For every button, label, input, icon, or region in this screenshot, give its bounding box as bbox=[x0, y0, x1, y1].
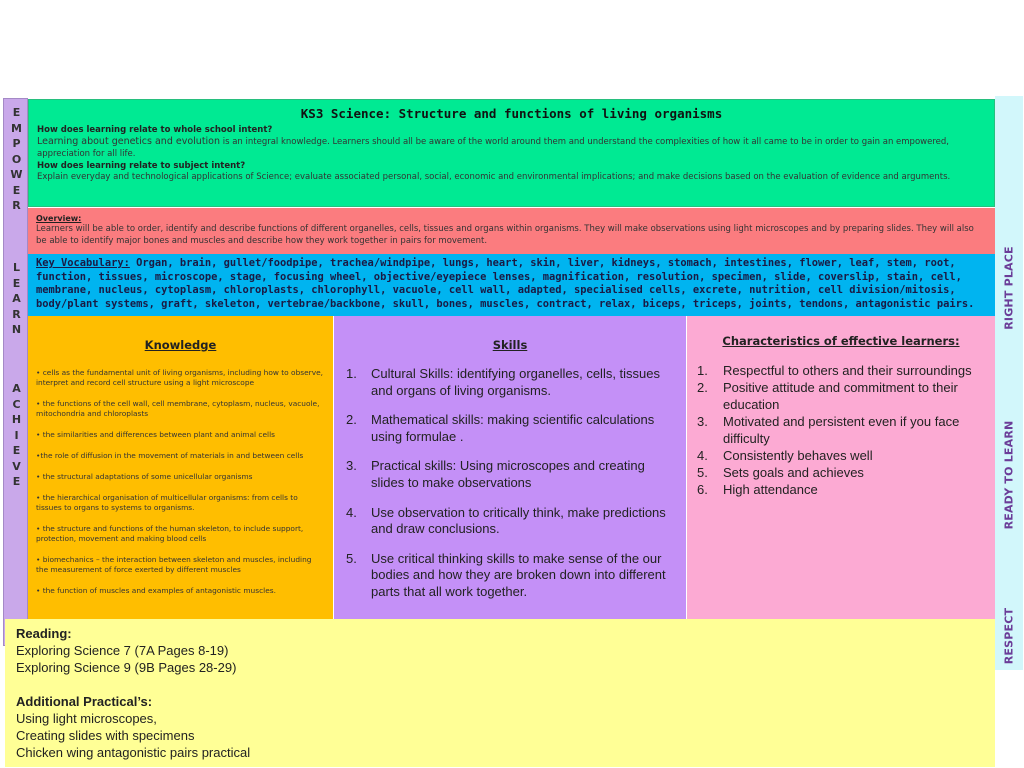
skills-item-number: 4. bbox=[346, 504, 357, 520]
characteristics-item bbox=[697, 379, 985, 413]
letter: E bbox=[12, 475, 21, 488]
characteristics-item-text: Consistently behaves well bbox=[723, 448, 873, 463]
knowledge-item: • biomechanics – the interaction between skeleton and muscles, including the measurement of force exerted by different muscles bbox=[36, 555, 312, 574]
key-vocabulary-terms: Organ, brain, gullet/foodpipe, trachea/windpipe, lungs, heart, skin, liver, kidneys, stomach, intestines, flower, leaf, stem, root, function, tissues, microscope, stage, focusing wheel, objective/eyepiece lenses, magnification, resolution, specimen, slide, coverslip, stain, cell, membrane, nucleus, cytoplasm, chloroplasts, chlorophyll, vacuole, cell wall, adapted, specialised cells, excrete, nutrition, cell division/mitosis, body/plant systems, graft, skeleton, vertebrae/backbone, skull, bones, muscles, contract, relax, biceps, triceps, joints, tendons, antagonistic pairs. bbox=[36, 257, 975, 311]
knowledge-item: • the structure and functions of the human skeleton, to include support, protection, movement and making blood cells bbox=[36, 524, 304, 543]
letter: H bbox=[11, 413, 22, 426]
knowledge-item: • cells as the fundamental unit of living organisms, including how to observe, interpret and record cell structure using a light microscope bbox=[36, 368, 323, 387]
characteristics-item-number: 6. bbox=[697, 482, 708, 497]
characteristics-item-number: 3. bbox=[697, 414, 708, 429]
ready-to-learn-label: READY TO LEARN bbox=[1002, 420, 1016, 530]
letter: N bbox=[11, 323, 22, 336]
skills-item-text: Use critical thinking skills to make sense of the our bodies and how they are broken down into different parts that all work together. bbox=[371, 550, 666, 599]
empower-word bbox=[4, 105, 29, 214]
characteristics-item-text: Respectful to others and their surroundings bbox=[723, 363, 972, 378]
skills-item-text: Mathematical skills: making scientific calculations using formulae . bbox=[371, 412, 655, 444]
school-intent-lead: Learning about genetics and evolution bbox=[37, 136, 221, 147]
letter: M bbox=[11, 121, 22, 135]
letter: O bbox=[11, 152, 22, 166]
skills-item-text: Cultural Skills: identifying organelles, cells, tissues and organs of living organisms. bbox=[371, 366, 661, 398]
key-vocabulary-label: Key Vocabulary: bbox=[36, 257, 130, 269]
characteristics-item bbox=[697, 362, 985, 379]
letter: E bbox=[12, 444, 21, 457]
school-intent-answer bbox=[37, 136, 986, 160]
overview-text: Learners will be able to order, identify and describe functions of different organelles, cells, tissues and organs within organisms. They will make observations using light microscopes and by preparing slides. They will also be able to identify major bones and muscles and describe how they work together in pairs for movement. bbox=[36, 224, 974, 246]
skills-item bbox=[344, 366, 676, 399]
knowledge-item: • the functions of the cell wall, cell membrane, cytoplasm, nucleus, vacuole, mitochondria and chloroplasts bbox=[36, 399, 320, 418]
skills-item-text: Practical skills: Using microscopes and creating slides to make observations bbox=[371, 458, 645, 490]
knowledge-title: Knowledge bbox=[144, 338, 217, 352]
skills-item-text: Use observation to critically think, make predictions and draw conclusions. bbox=[371, 504, 666, 537]
practical-line: Using light microscopes, bbox=[16, 711, 157, 726]
intent-header bbox=[28, 99, 995, 207]
subject-intent-question: How does learning relate to subject intent? bbox=[37, 161, 246, 171]
respect-label: RESPECT bbox=[1002, 607, 1016, 665]
practical-line: Chicken wing antagonistic pairs practical bbox=[16, 745, 251, 760]
skills-item bbox=[344, 412, 676, 445]
skills-item-number: 3. bbox=[346, 458, 357, 474]
letter: L bbox=[12, 261, 20, 274]
knowledge-section bbox=[28, 316, 333, 619]
characteristics-item bbox=[697, 464, 985, 481]
characteristics-title: Characteristics of effective learners: bbox=[722, 334, 960, 348]
characteristics-item bbox=[697, 447, 985, 464]
letter: P bbox=[12, 137, 21, 150]
overview-section bbox=[28, 208, 995, 254]
reading-line: Exploring Science 9 (9B Pages 28-29) bbox=[16, 660, 237, 675]
characteristics-item-number: 4. bbox=[697, 448, 708, 463]
skills-item bbox=[344, 505, 676, 538]
letter: E bbox=[12, 276, 21, 290]
school-intent-rest: is an integral knowledge. Learners should all be aware of the world around them and understand the complexities of how it all came to be in order to gain an empowered, appreciation for all life. bbox=[37, 137, 949, 159]
characteristics-item bbox=[697, 481, 985, 498]
characteristics-list bbox=[697, 362, 985, 498]
letter: W bbox=[10, 168, 23, 181]
skills-item-number: 2. bbox=[346, 412, 357, 428]
knowledge-item: • the similarities and differences between plant and animal cells bbox=[36, 430, 276, 439]
learn-word bbox=[4, 260, 29, 338]
letter: E bbox=[12, 183, 21, 197]
right-values-strip bbox=[995, 96, 1023, 670]
overview-heading: Overview: bbox=[36, 214, 82, 223]
reading-section bbox=[5, 619, 995, 767]
letter: C bbox=[12, 397, 21, 411]
achieve-word bbox=[4, 381, 29, 490]
knowledge-item: • the hierarchical organisation of multicellular organisms: from cells to tissues to organs to systems to organisms. bbox=[36, 493, 298, 512]
subject-intent-answer: Explain everyday and technological applications of Science; evaluate associated personal, social, economic and environmental implications; and make decisions based on the evaluation of evidence and arguments. bbox=[37, 172, 951, 182]
knowledge-item: •the role of diffusion in the movement of materials in and between cells bbox=[36, 451, 304, 460]
characteristics-item-text: High attendance bbox=[723, 482, 818, 497]
characteristics-section bbox=[687, 316, 995, 619]
skills-item-number: 1. bbox=[346, 366, 357, 381]
knowledge-list bbox=[36, 368, 325, 596]
key-vocabulary-text bbox=[36, 257, 987, 312]
characteristics-item-number: 2. bbox=[697, 380, 708, 395]
right-place-label: RIGHT PLACE bbox=[1002, 246, 1016, 330]
practicals-heading: Additional Practical’s: bbox=[16, 694, 153, 709]
characteristics-item-number: 1. bbox=[697, 363, 708, 378]
characteristics-item-text: Positive attitude and commitment to their education bbox=[723, 380, 958, 412]
reading-line: Exploring Science 7 (7A Pages 8-19) bbox=[16, 643, 229, 658]
spacer bbox=[16, 676, 984, 693]
knowledge-item: • the function of muscles and examples of antagonistic muscles. bbox=[36, 586, 276, 595]
knowledge-item: • the structural adaptations of some unicellular organisms bbox=[36, 472, 253, 481]
characteristics-item-text: Sets goals and achieves bbox=[723, 465, 864, 480]
page-title: KS3 Science: Structure and functions of living organisms bbox=[300, 106, 723, 121]
letter: V bbox=[12, 459, 21, 473]
letter: A bbox=[12, 382, 21, 395]
left-values-strip bbox=[3, 98, 28, 646]
key-vocabulary-section bbox=[28, 254, 995, 316]
skills-list bbox=[344, 366, 676, 601]
skills-item-number: 5. bbox=[346, 550, 357, 566]
skills-section bbox=[334, 316, 686, 619]
characteristics-item-number: 5. bbox=[697, 465, 708, 480]
practical-line: Creating slides with specimens bbox=[16, 728, 195, 743]
letter: A bbox=[12, 292, 21, 305]
school-intent-question: How does learning relate to whole school intent? bbox=[37, 125, 273, 135]
skills-title: Skills bbox=[492, 338, 528, 352]
skills-item bbox=[344, 458, 676, 491]
letter: I bbox=[14, 428, 19, 442]
letter: R bbox=[12, 307, 21, 321]
letter: R bbox=[12, 199, 21, 212]
skills-item bbox=[344, 551, 676, 601]
characteristics-item bbox=[697, 413, 985, 447]
characteristics-item-text: Motivated and persistent even if you face difficulty bbox=[723, 414, 960, 446]
letter: E bbox=[12, 106, 21, 119]
reading-heading: Reading: bbox=[16, 626, 72, 641]
